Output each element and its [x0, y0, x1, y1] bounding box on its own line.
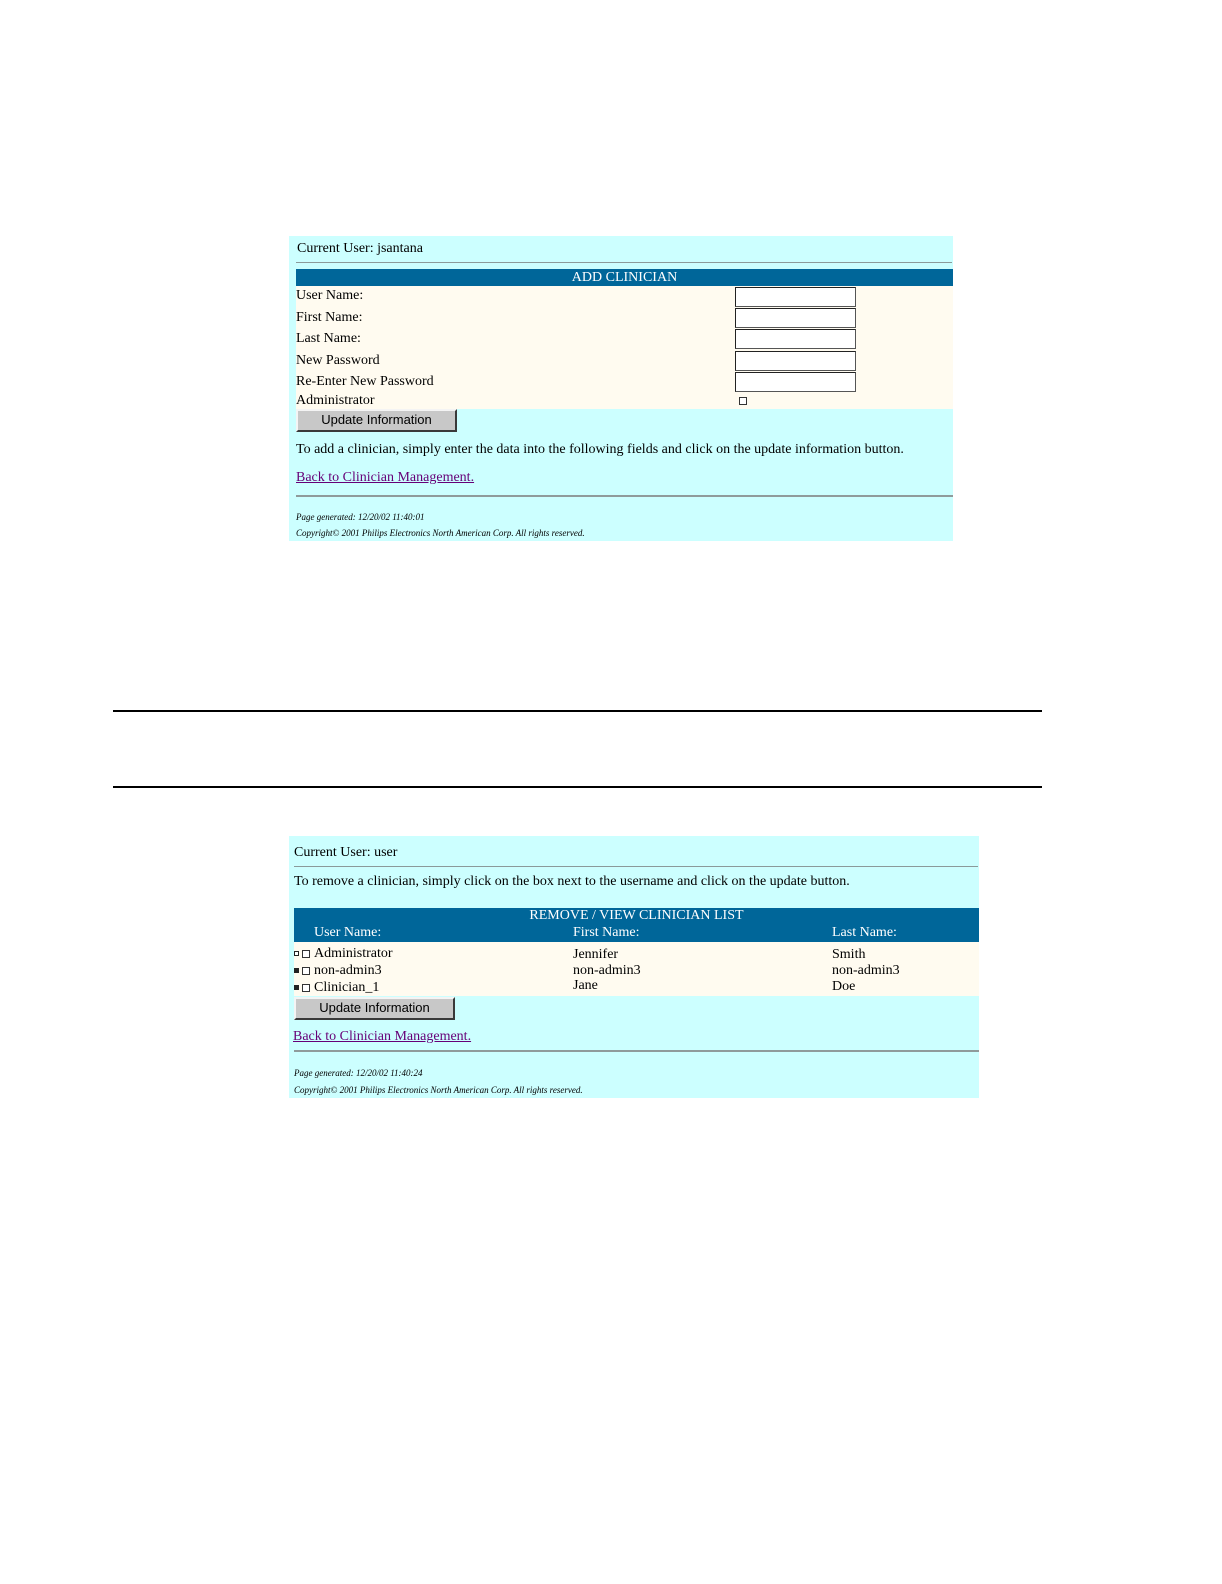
- row-first-name: Jennifer: [573, 947, 619, 962]
- administrator-label: Administrator: [296, 393, 375, 408]
- row-username: Administrator: [314, 946, 393, 961]
- remove-instructions: To remove a clinician, simply click on the box next to the username and click on the update button.: [294, 874, 850, 889]
- user-name-input[interactable]: [735, 287, 856, 307]
- row-username: non-admin3: [314, 963, 382, 978]
- row-first-name: Jane: [573, 978, 598, 993]
- reenter-password-label: Re-Enter New Password: [296, 374, 434, 389]
- page-rule-top: [113, 710, 1042, 712]
- last-name-input[interactable]: [735, 329, 856, 349]
- update-information-button[interactable]: Update Information: [294, 997, 455, 1020]
- clinician-list: [294, 942, 979, 996]
- new-password-input[interactable]: [735, 351, 856, 371]
- row-marker-icon: [294, 985, 299, 990]
- first-name-label: First Name:: [296, 310, 363, 325]
- header-title: REMOVE / VIEW CLINICIAN LIST: [529, 908, 744, 923]
- current-user-label: Current User: jsantana: [297, 241, 423, 256]
- row-last-name: Doe: [832, 979, 856, 994]
- add-instructions: To add a clinician, simply enter the data into the following fields and click on the update information button.: [296, 442, 904, 457]
- last-name-label: Last Name:: [296, 331, 361, 346]
- row-last-name: Smith: [832, 947, 866, 962]
- remove-checkbox[interactable]: [302, 950, 310, 958]
- back-to-clinician-management-link[interactable]: Back to Clinician Management.: [296, 470, 475, 485]
- column-last-name: Last Name:: [832, 925, 897, 940]
- reenter-password-input[interactable]: [735, 372, 856, 392]
- column-user-name: User Name:: [314, 925, 382, 940]
- remove-clinician-panel: [289, 836, 979, 1098]
- first-name-input[interactable]: [735, 308, 856, 328]
- page-generated-text: Page generated: 12/20/02 11:40:24: [294, 1068, 423, 1078]
- current-user-label: Current User: user: [294, 845, 398, 860]
- row-username: Clinician_1: [314, 980, 380, 995]
- new-password-label: New Password: [296, 353, 380, 368]
- row-marker-icon: [294, 951, 299, 956]
- remove-checkbox[interactable]: [302, 967, 310, 975]
- remove-checkbox[interactable]: [302, 984, 310, 992]
- header-title: ADD CLINICIAN: [571, 270, 678, 285]
- copyright-text: Copyright© 2001 Philips Electronics North American Corp. All rights reserved.: [296, 528, 585, 538]
- add-clinician-panel: [289, 236, 953, 541]
- copyright-text: Copyright© 2001 Philips Electronics North American Corp. All rights reserved.: [294, 1085, 583, 1095]
- user-name-label: User Name:: [296, 288, 364, 303]
- page-generated-text: Page generated: 12/20/02 11:40:01: [296, 512, 425, 522]
- column-first-name: First Name:: [573, 925, 640, 940]
- update-information-button[interactable]: Update Information: [296, 409, 457, 432]
- footer-divider: [296, 495, 953, 497]
- add-clinician-header: [296, 269, 953, 286]
- add-clinician-form: [296, 286, 953, 409]
- clinician-list-header: [294, 908, 979, 942]
- page-rule-bottom: [113, 786, 1042, 788]
- row-first-name: non-admin3: [573, 963, 641, 978]
- back-to-clinician-management-link[interactable]: Back to Clinician Management.: [293, 1029, 472, 1044]
- divider: [294, 866, 978, 867]
- row-marker-icon: [294, 968, 299, 973]
- administrator-checkbox[interactable]: [739, 397, 747, 405]
- footer-divider: [294, 1050, 979, 1052]
- divider: [296, 262, 952, 263]
- row-last-name: non-admin3: [832, 963, 900, 978]
